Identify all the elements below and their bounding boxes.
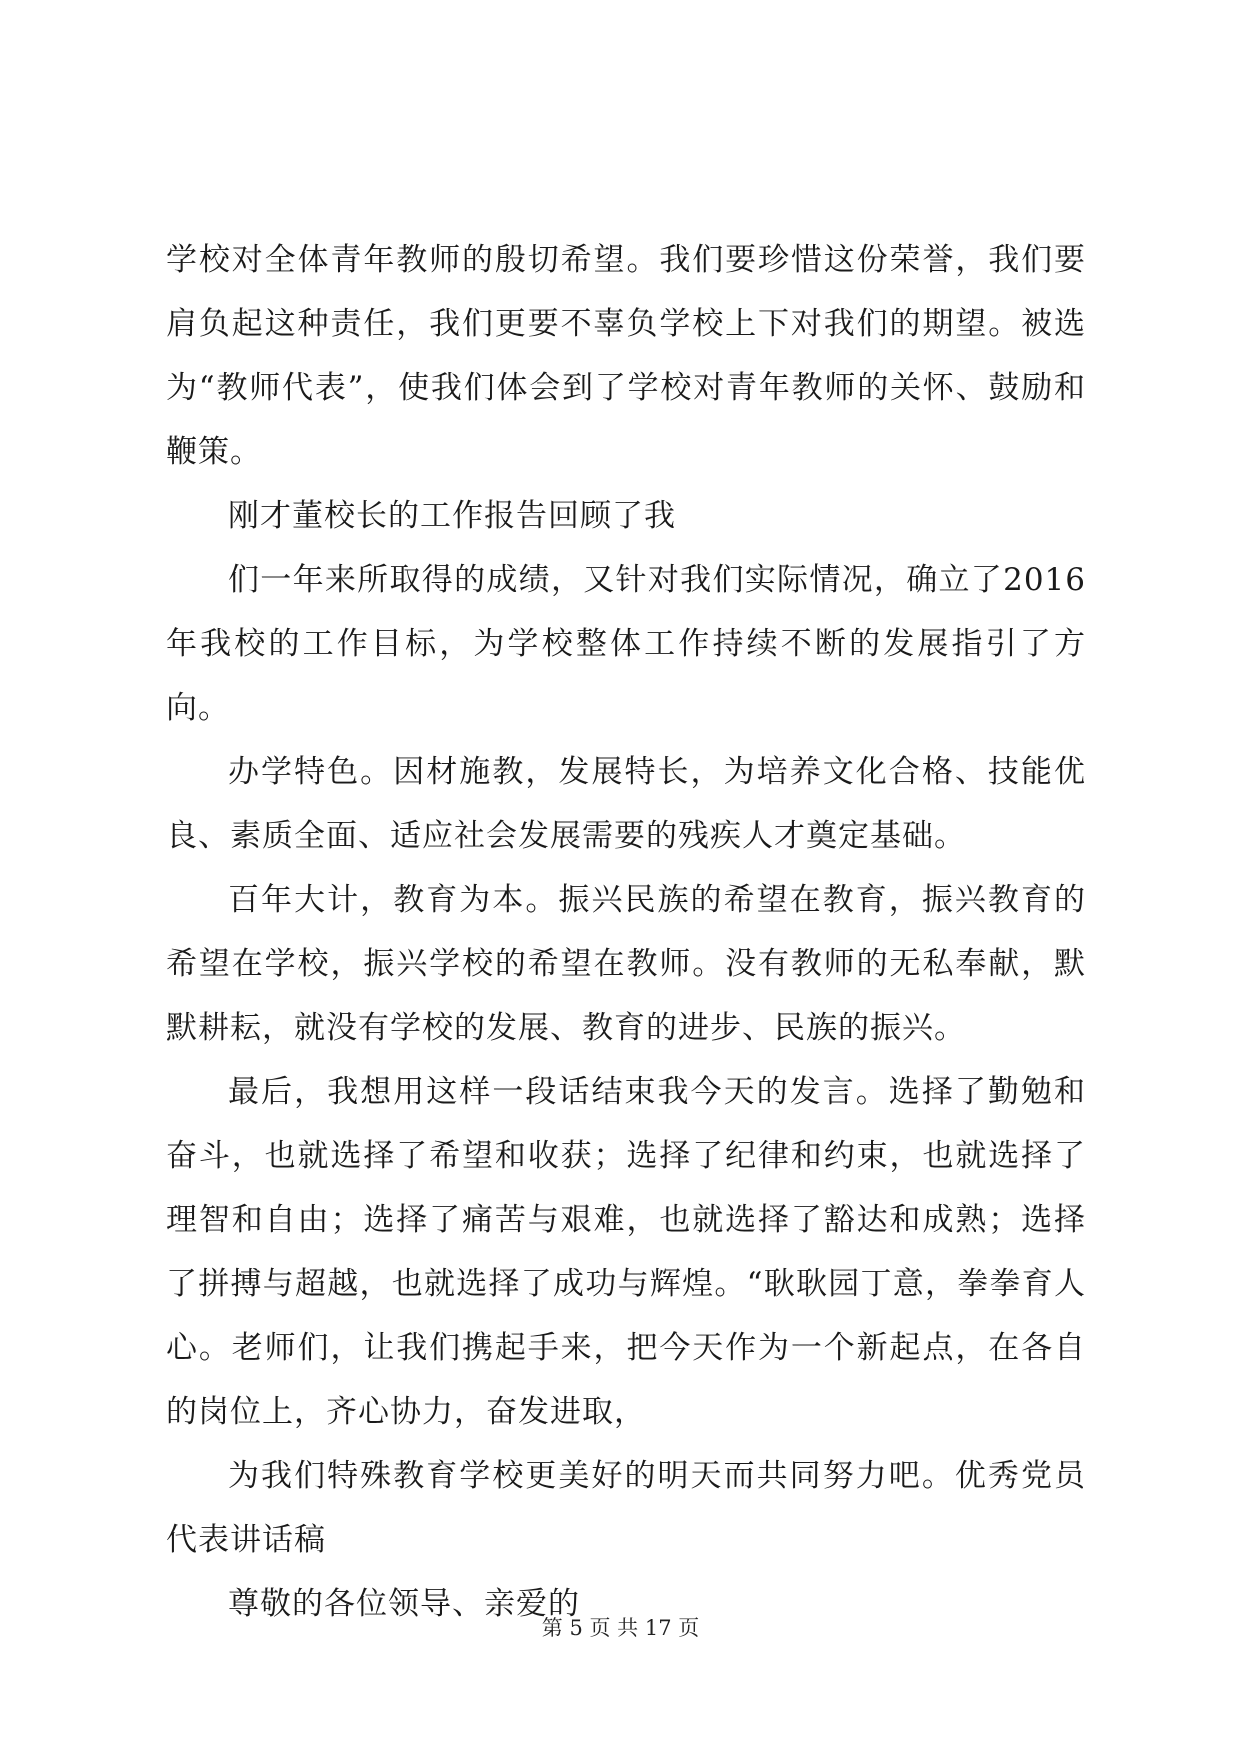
page-number-footer: 第 5 页 共 17 页: [541, 1616, 700, 1640]
paragraph-2: 刚才董校长的工作报告回顾了我: [228, 498, 676, 534]
paragraph-4: 办学特色。因材施教，发展特长，为培养文化合格、技能优良、素质全面、适应社会发展需要的残疾人才奠定基础。: [166, 754, 1086, 854]
paragraph-8: 尊敬的各位领导、亲爱的: [228, 1586, 580, 1622]
paragraph-3: 们一年来所取得的成绩，又针对我们实际情况，确立了2016年我校的工作目标，为学校整体工作持续不断的发展指引了方向。: [166, 562, 1086, 726]
paragraph-6: 最后，我想用这样一段话结束我今天的发言。选择了勤勉和奋斗，也就选择了希望和收获；选择了纪律和约束，也就选择了理智和自由；选择了痛苦与艰难，也就选择了豁达和成熟；选择了拼搏与超越，也就选择了成功与辉煌。“耿耿园丁意，拳拳育人心。老师们，让我们携起手来，把今天作为一个新起点，在各自的岗位上，齐心协力，奋发进取，: [166, 1074, 1086, 1430]
paragraph-5: 百年大计，教育为本。振兴民族的希望在教育，振兴教育的希望在学校，振兴学校的希望在教师。没有教师的无私奉献，默默耕耘，就没有学校的发展、教育的进步、民族的振兴。: [166, 882, 1086, 1046]
document-body: [166, 228, 1086, 1636]
paragraph-7: 为我们特殊教育学校更美好的明天而共同努力吧。优秀党员代表讲话稿: [166, 1458, 1086, 1558]
paragraph-1: 学校对全体青年教师的殷切希望。我们要珍惜这份荣誉，我们要肩负起这种责任，我们更要不辜负学校上下对我们的期望。被选为“教师代表”，使我们体会到了学校对青年教师的关怀、鼓励和鞭策。: [166, 242, 1086, 470]
